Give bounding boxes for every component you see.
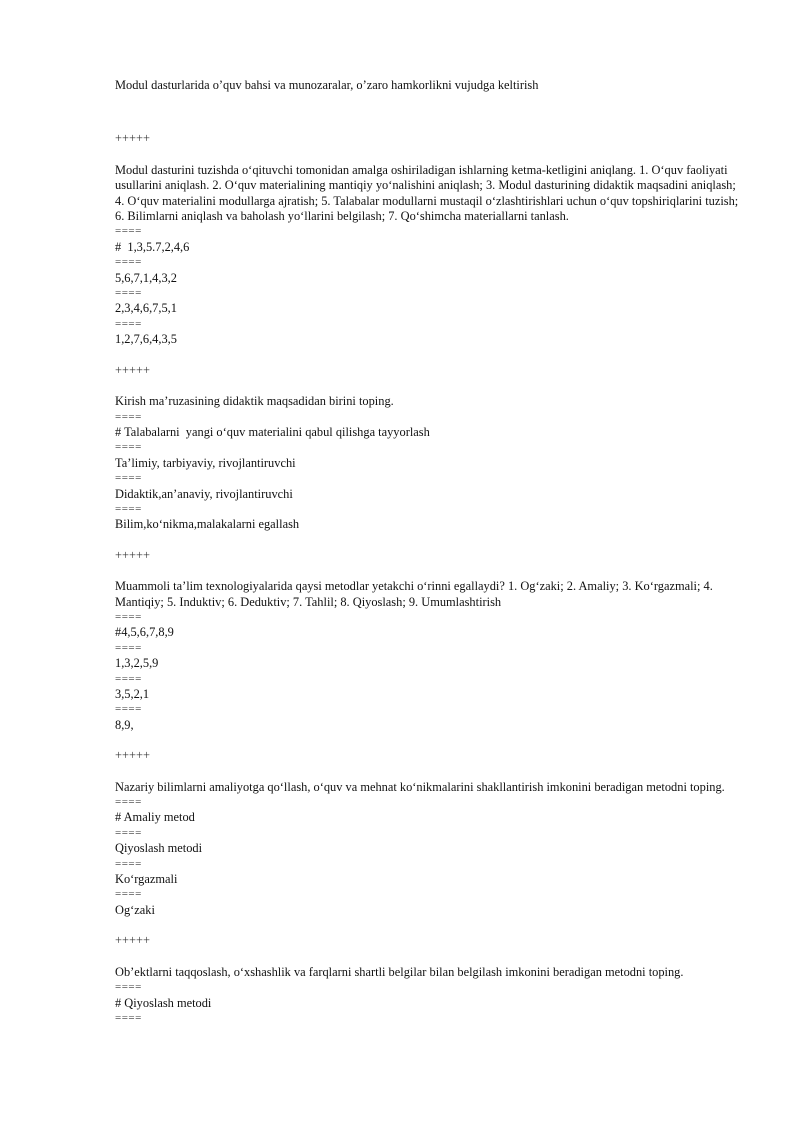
answer-option: 5,6,7,1,4,3,2 — [115, 270, 177, 285]
question-text: Modul dasturini tuzishda o‘qituvchi tomonidan amalga oshiriladigan ishlarning ketma-ketligini aniqlang. 1. O‘quv faoliyati usullarini aniqlash. 2. O‘quv materialining mantiqiy yo‘nalishini aniqlash; 3. Modul dasturining didaktik maqsadini aniqlash; 4. O‘quv materialini modullarga ajratish; 5. Talabalar modullarni mustaqil o‘zlashtirishlari uchun o‘quv topshiriqlarini tuzish; 6. Bilimlarni aniqlash va baholash yo‘llarini belgilash; 7. Qo‘shimcha materiallarni tanlash. — [115, 162, 742, 224]
answer-separator: ==== — [115, 796, 142, 809]
answer-option: 1,2,7,6,4,3,5 — [115, 332, 177, 347]
question-separator: +++++ — [115, 933, 150, 948]
answer-separator: ==== — [115, 672, 142, 685]
answer-separator: ==== — [115, 981, 142, 994]
document-page — [115, 78, 740, 1026]
answer-separator: ==== — [115, 441, 142, 454]
answer-separator: ==== — [115, 225, 142, 238]
answer-separator: ==== — [115, 502, 142, 515]
answer-separator: ==== — [115, 610, 142, 623]
answer-option: 8,9, — [115, 717, 134, 732]
answer-option-correct: #4,5,6,7,8,9 — [115, 625, 174, 640]
question-separator: +++++ — [115, 547, 150, 562]
answer-option: 1,3,2,5,9 — [115, 656, 159, 671]
question-separator: +++++ — [115, 362, 150, 377]
question-text: Kirish ma’ruzasining didaktik maqsadidan birini toping. — [115, 394, 394, 409]
answer-separator: ==== — [115, 888, 142, 901]
answer-separator: ==== — [115, 641, 142, 654]
answer-separator: ==== — [115, 1011, 142, 1024]
answer-option: 3,5,2,1 — [115, 687, 150, 701]
answer-separator: ==== — [115, 826, 142, 839]
question-text: Ob’ektlarni taqqoslash, o‘xshashlik va farqlarni shartli belgilar bilan belgilash imkonini beradigan metodni toping. — [115, 964, 684, 979]
answer-separator: ==== — [115, 287, 142, 300]
answer-option-correct: # Amaliy metod — [115, 810, 195, 825]
question-block — [115, 965, 740, 1027]
question-block — [115, 163, 740, 348]
answer-option-correct: # Talabalarni yangi o‘quv materialini qabul qilishga tayyorlash — [115, 424, 430, 439]
answer-option: 2,3,4,6,7,5,1 — [115, 301, 177, 316]
answer-option-correct: # Qiyoslash metodi — [115, 995, 212, 1010]
question-separator: +++++ — [115, 131, 150, 146]
question-block — [115, 394, 740, 533]
answer-option: Qiyoslash metodi — [115, 841, 203, 856]
answer-separator: ==== — [115, 472, 142, 485]
question-text: Nazariy bilimlarni amaliyotga qo‘llash, o‘quv va mehnat ko‘nikmalarini shakllantirish imkonini beradigan metodni toping. — [115, 779, 725, 794]
answer-option: Ta’limiy, tarbiyaviy, rivojlantiruvchi — [115, 455, 296, 470]
answer-separator: ==== — [115, 857, 142, 870]
answer-separator: ==== — [115, 317, 142, 330]
answer-option: Bilim,ko‘nikma,malakalarni egallash — [115, 517, 300, 532]
answer-option: Ko‘rgazmali — [115, 872, 178, 887]
question-separator: +++++ — [115, 748, 150, 763]
answer-separator: ==== — [115, 703, 142, 716]
document-title: Modul dasturlarida o’quv bahsi va munozaralar, o’zaro hamkorlikni vujudga keltirish — [115, 78, 539, 92]
question-text: Muammoli ta’lim texnologiyalarida qaysi metodlar yetakchi o‘rinni egallaydi? 1. Og‘zaki; 2. Amaliy; 3. Ko‘rgazmali; 4. Mantiqiy; 5. Induktiv; 6. Deduktiv; 7. Tahlil; 8. Qiyoslash; 9. Umumlashtirish — [115, 579, 716, 609]
answer-option: Didaktik,an’anaviy, rivojlantiruvchi — [115, 486, 293, 501]
answer-separator: ==== — [115, 410, 142, 423]
answer-option: Og‘zaki — [115, 902, 155, 917]
question-block — [115, 780, 740, 919]
question-block — [115, 579, 740, 733]
answer-option-correct: # 1,3,5.7,2,4,6 — [115, 239, 190, 254]
answer-separator: ==== — [115, 256, 142, 269]
